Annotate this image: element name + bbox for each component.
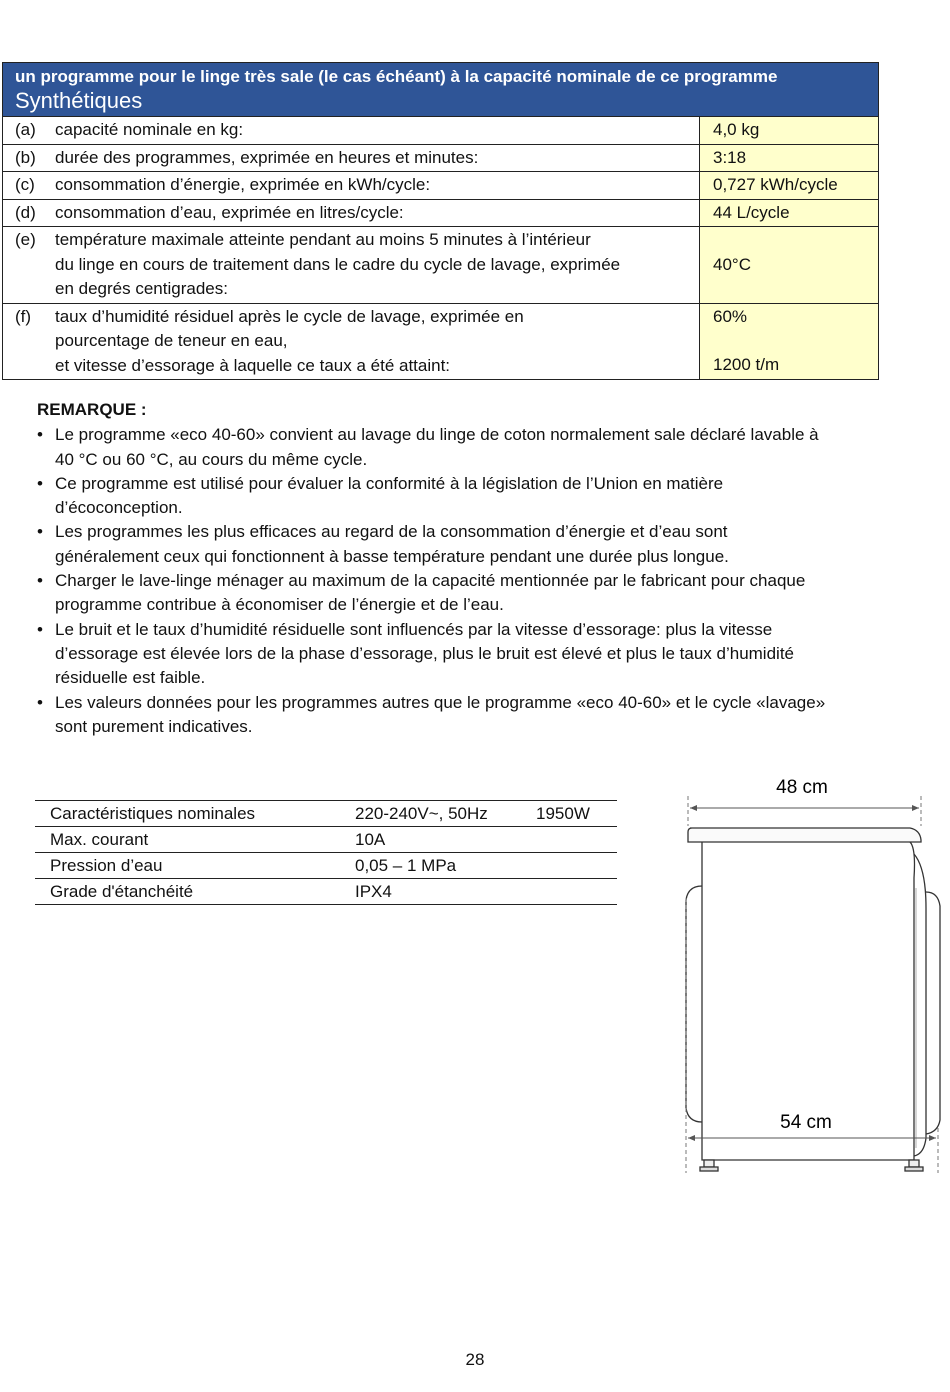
spec-value: 10A xyxy=(355,827,536,853)
list-item xyxy=(37,618,907,691)
bullet-icon: • xyxy=(37,473,43,493)
spec-extra xyxy=(536,879,617,905)
spec-label: Pression d’eau xyxy=(35,853,355,879)
spec-extra: 1950W xyxy=(536,801,617,827)
remark-line: d’écoconception. xyxy=(55,498,183,518)
bullet-icon: • xyxy=(37,425,43,445)
table-row xyxy=(3,117,879,145)
programme-data-table xyxy=(2,62,879,380)
row-letter: (a) xyxy=(15,120,36,139)
row-description-line: taux d’humidité résiduel après le cycle de lavage, exprimée en xyxy=(55,306,524,326)
spec-value: IPX4 xyxy=(355,879,536,905)
row-description: durée des programmes, exprimée en heures et minutes: xyxy=(55,147,479,167)
row-description: consommation d’eau, exprimée en litres/cycle: xyxy=(55,202,404,222)
row-letter: (e) xyxy=(15,230,36,249)
row-description-line: en degrés centigrades: xyxy=(55,279,228,298)
electrical-specs-table xyxy=(35,800,617,905)
remark-line: Ce programme est utilisé pour évaluer la conformité à la législation de l’Union en matière xyxy=(55,473,724,493)
row-value: 40°C xyxy=(700,227,879,304)
table-row xyxy=(3,172,879,200)
row-value: 44 L/cycle xyxy=(700,199,879,227)
remark-line: Le bruit et le taux d’humidité résiduelle sont influencés par la vitesse d’essorage: plus la vitesse xyxy=(55,619,773,639)
remark-line: Charger le lave-linge ménager au maximum de la capacité mentionnée par le fabricant pour chaque xyxy=(55,571,806,591)
bullet-icon: • xyxy=(37,571,43,591)
bullet-icon: • xyxy=(37,522,43,542)
table-row xyxy=(3,144,879,172)
table-row xyxy=(35,853,617,879)
programme-table-header xyxy=(3,63,879,117)
spec-label: Max. courant xyxy=(35,827,355,853)
remarks-title: REMARQUE : xyxy=(37,400,147,419)
row-description-line: température maximale atteinte pendant au moins 5 minutes à l’intérieur xyxy=(55,230,591,249)
remark-line: Le programme «eco 40-60» convient au lavage du linge de coton normalement sale déclaré lavable à xyxy=(55,425,819,445)
list-item xyxy=(37,569,907,618)
washing-machine-dimension-drawing xyxy=(676,768,942,1180)
row-letter: (d) xyxy=(15,202,36,222)
table-row xyxy=(3,303,879,380)
spec-value: 0,05 – 1 MPa xyxy=(355,853,536,879)
top-dimension-label: 48 cm xyxy=(776,777,828,798)
row-description-line: et vitesse d’essorage à laquelle ce taux a été attaint: xyxy=(55,355,451,375)
row-value: 3:18 xyxy=(700,144,879,172)
table-row xyxy=(35,801,617,827)
spec-label: Caractéristiques nominales xyxy=(35,801,355,827)
remark-line: résiduelle est faible. xyxy=(55,668,206,688)
remark-line: 40 °C ou 60 °C, au cours du même cycle. xyxy=(55,449,368,469)
programme-header-line1: un programme pour le linge très sale (le cas échéant) à la capacité nominale de ce programme xyxy=(15,67,778,86)
row-letter: (b) xyxy=(15,147,36,167)
remarks-list xyxy=(37,423,907,739)
spec-value: 220-240V~, 50Hz xyxy=(355,801,536,827)
remarks-section xyxy=(37,398,907,739)
table-row xyxy=(35,827,617,853)
remark-line: Les programmes les plus efficaces au regard de la consommation d’énergie et d’eau sont xyxy=(55,522,728,542)
bottom-dimension-label: 54 cm xyxy=(780,1112,832,1133)
bullet-icon: • xyxy=(37,619,43,639)
table-row xyxy=(3,227,879,304)
bullet-icon: • xyxy=(37,692,43,712)
spec-extra xyxy=(536,853,617,879)
row-value: 0,727 kWh/cycle xyxy=(700,172,879,200)
row-description: capacité nominale en kg: xyxy=(55,120,244,139)
table-row xyxy=(3,199,879,227)
remark-line: généralement ceux qui fonctionnent à basse température pendant une durée plus longue. xyxy=(55,546,729,566)
row-description xyxy=(55,305,699,379)
list-item xyxy=(37,691,907,740)
row-description-line: pourcentage de teneur en eau, xyxy=(55,331,288,350)
page-number: 28 xyxy=(465,1350,485,1369)
list-item xyxy=(37,423,907,472)
row-letter: (f) xyxy=(15,306,32,326)
row-value-cell xyxy=(700,303,879,380)
programme-header-line2: Synthétiques xyxy=(15,88,143,113)
spec-extra xyxy=(536,827,617,853)
spin-speed-value: 1200 t/m xyxy=(713,355,780,374)
row-letter: (c) xyxy=(15,175,35,194)
row-description-line: du linge en cours de traitement dans le cadre du cycle de lavage, exprimée xyxy=(55,254,621,274)
remark-line: programme contribue à économiser de l’énergie et de l’eau. xyxy=(55,595,504,615)
spec-label: Grade d'étanchéité xyxy=(35,879,355,905)
remark-line: sont purement indicatives. xyxy=(55,716,253,736)
row-value: 4,0 kg xyxy=(700,117,879,145)
table-row xyxy=(35,879,617,905)
row-description xyxy=(55,228,699,302)
remark-line: Les valeurs données pour les programmes autres que le programme «eco 40-60» et le cycle «lavage» xyxy=(55,692,826,712)
residual-humidity-value: 60% xyxy=(713,306,748,326)
list-item xyxy=(37,472,907,521)
remark-line: d’essorage est élevée lors de la phase d’essorage, plus le bruit est élevé et plus le taux d’humidité xyxy=(55,643,794,663)
row-description: consommation d’énergie, exprimée en kWh/cycle: xyxy=(55,175,431,194)
list-item xyxy=(37,520,907,569)
